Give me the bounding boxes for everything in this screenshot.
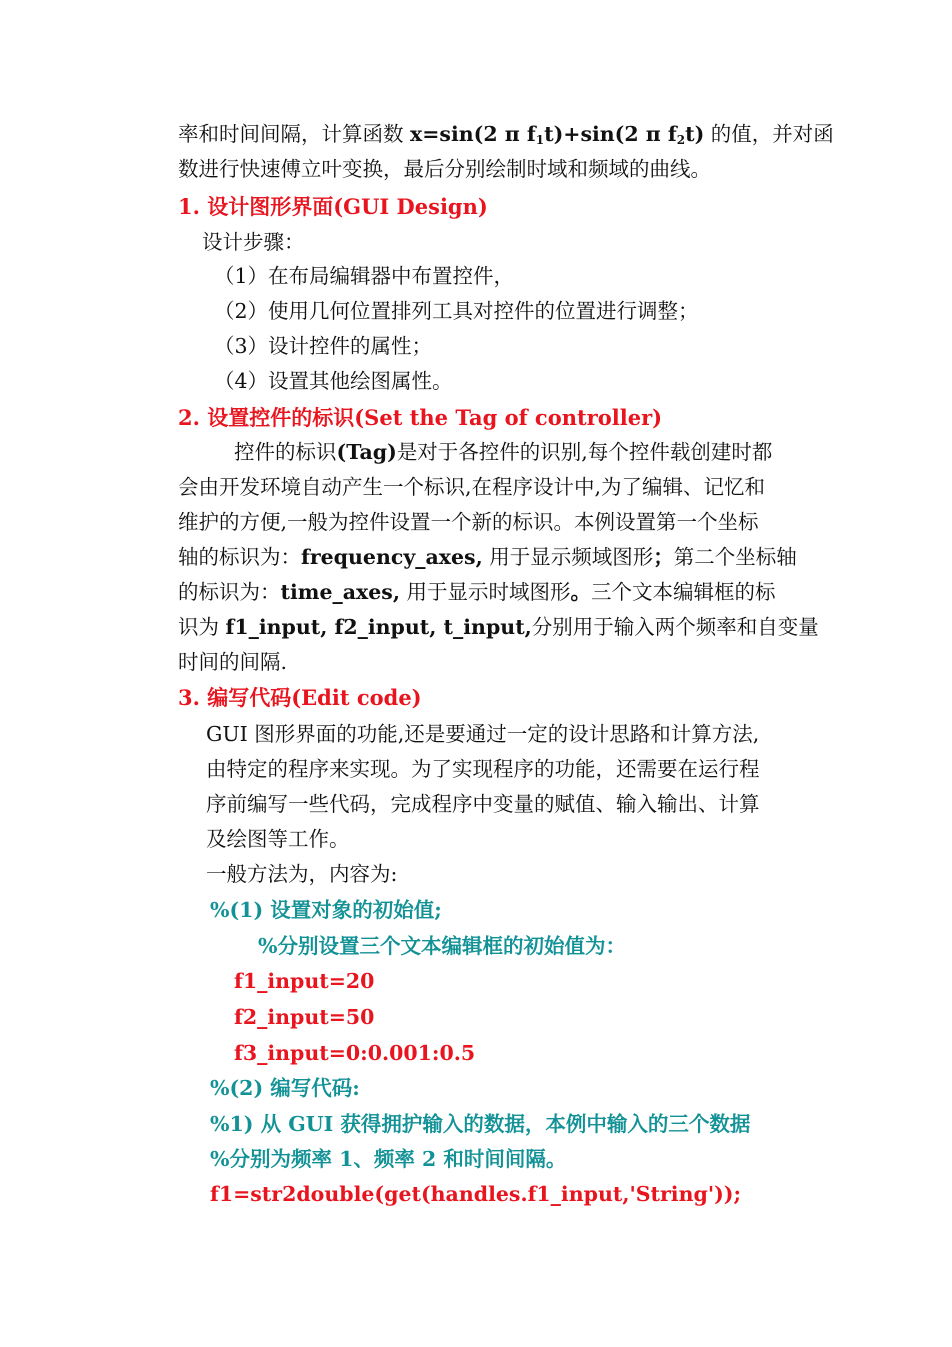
semicolon: ； — [653, 545, 674, 569]
section-2-line-7: 时间的间隔. — [178, 650, 288, 674]
section-1-heading: 1. 设计图形界面(GUI Design) — [178, 194, 488, 219]
edit-box-label: 三个文本编辑框的标 — [591, 580, 776, 604]
section-2-heading: 2. 设置控件的标识(Set the Tag of controller) — [178, 405, 663, 430]
formula-part-b: t)+sin(2 π f — [544, 122, 677, 146]
code-comment-3: %(2) 编写代码: — [210, 1076, 360, 1100]
time-axes-tag: time_axes, — [280, 580, 400, 604]
section-2-line-6 — [178, 613, 819, 641]
frequency-axes-tag: frequency_axes, — [301, 545, 483, 569]
formula-part-a: x=sin(2 π f — [410, 122, 536, 146]
code-line-str2double: f1=str2double(get(handles.f1_input,'String')); — [210, 1182, 742, 1206]
steps-title: 设计步骤： — [202, 230, 305, 254]
formula-part-c: t) — [685, 122, 705, 146]
step-1: （1）在布局编辑器中布置控件， — [214, 264, 515, 288]
input-label: 识为 — [178, 615, 226, 639]
section-3-line-4: 及绘图等工作。 — [206, 827, 350, 851]
intro-text-b: 的值，并对函 — [704, 122, 834, 146]
section-3-line-1: GUI 图形界面的功能,还是要通过一定的设计思路和计算方法, — [206, 722, 760, 746]
section-3-heading: 3. 编写代码(Edit code) — [178, 685, 422, 710]
tag-description: 是对于各控件的识别,每个控件载创建时都 — [396, 440, 773, 464]
tag-term: (Tag) — [336, 440, 397, 464]
section-3-line-5: 一般方法为，内容为: — [206, 862, 398, 886]
step-3: （3）设计控件的属性； — [214, 334, 433, 358]
tag-intro: 控件的标识 — [234, 440, 337, 464]
intro-line-1 — [178, 120, 834, 148]
code-line-f1: f1_input=20 — [234, 969, 375, 993]
section-2-line-3: 维护的方便,一般为控件设置一个新的标识。本例设置第一个坐标 — [178, 510, 759, 534]
input-tags: f1_input, f2_input, t_input, — [225, 615, 532, 639]
code-line-f3: f3_input=0:0.001:0.5 — [234, 1041, 476, 1065]
step-2: （2）使用几何位置排列工具对控件的位置进行调整； — [214, 299, 699, 323]
axes-label-1: 轴的标识为： — [178, 545, 301, 569]
section-3-line-3: 序前编写一些代码，完成程序中变量的赋值、输入输出、计算 — [206, 792, 760, 816]
step-4: （4）设置其他绘图属性。 — [214, 369, 453, 393]
section-3-line-2: 由特定的程序来实现。为了实现程序的功能，还需要在运行程 — [206, 757, 760, 781]
code-comment-4: %1) 从 GUI 获得拥护输入的数据，本例中输入的三个数据 — [210, 1112, 751, 1136]
code-comment-5: %分别为频率 1、频率 2 和时间间隔。 — [210, 1147, 567, 1171]
axes-label-2: 第二个坐标轴 — [673, 545, 797, 569]
formula-sub-1: 1 — [535, 133, 545, 147]
intro-line-2: 数进行快速傅立叶变换，最后分别绘制时域和频域的曲线。 — [178, 157, 711, 181]
formula — [410, 122, 704, 146]
input-desc: 分别用于输入两个频率和自变量 — [531, 615, 819, 639]
code-line-f2: f2_input=50 — [234, 1005, 375, 1029]
section-2-line-1 — [234, 438, 772, 466]
axes-label-3: 的标识为： — [178, 580, 281, 604]
code-comment-1: %(1) 设置对象的初始值; — [210, 898, 442, 922]
section-2-line-5 — [178, 578, 776, 606]
axes-desc-2: 用于显示时域图形 — [399, 580, 571, 604]
intro-text-a: 率和时间间隔，计算函数 — [178, 122, 411, 146]
formula-sub-2: 2 — [676, 133, 686, 147]
code-comment-2: %分别设置三个文本编辑框的初始值为： — [258, 934, 626, 958]
axes-desc-1: 用于显示频域图形 — [482, 545, 654, 569]
period: 。 — [570, 580, 591, 604]
section-2-line-2: 会由开发环境自动产生一个标识,在程序设计中,为了编辑、记忆和 — [178, 475, 766, 499]
section-2-line-4 — [178, 543, 797, 571]
